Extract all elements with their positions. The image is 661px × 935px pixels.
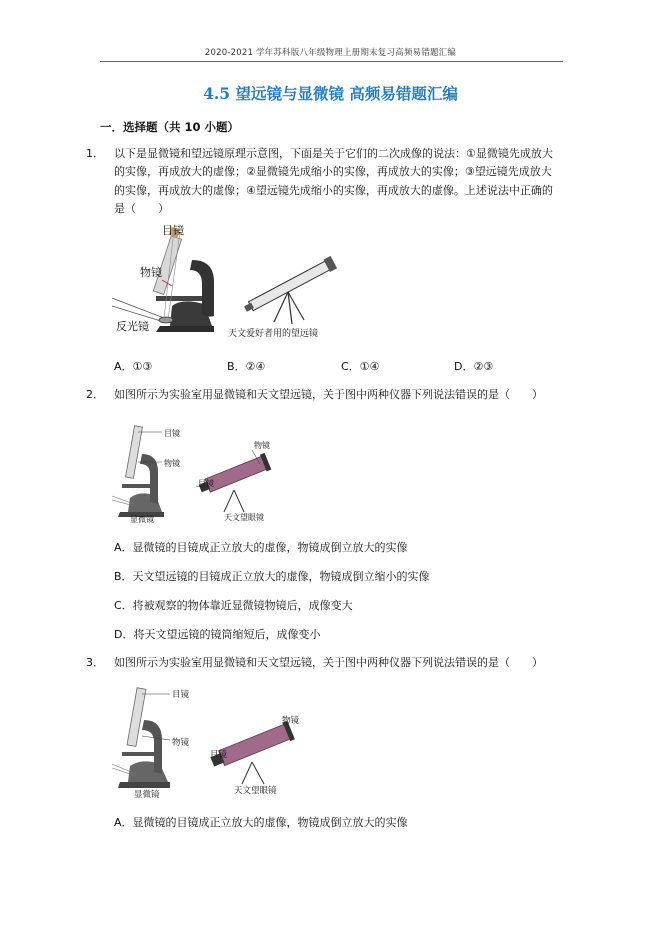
q2-microscope-telescope-diagram bbox=[112, 420, 292, 524]
q2-figure bbox=[112, 420, 292, 524]
q2-label-tele-eyepiece: 目镜 bbox=[198, 479, 214, 488]
q3-tele-caption: 天文望眼镜 bbox=[234, 786, 277, 796]
q3-label-micro-objective: 物镜 bbox=[172, 738, 190, 748]
q3-option-a[interactable]: A．显微镜的目镜成正立放大的虚像，物镜成倒立放大的实像 bbox=[114, 816, 408, 829]
q2-option-d[interactable]: D．将天文望远镜的镜筒缩短后，成像变小 bbox=[114, 628, 321, 641]
q2-micro-caption: 显微镜 bbox=[130, 515, 154, 524]
label-objective: 物镜 bbox=[140, 266, 162, 279]
label-eyepiece: 目镜 bbox=[162, 224, 184, 237]
q2-option-c[interactable]: C．将被观察的物体靠近显微镜物镜后，成像变大 bbox=[114, 599, 353, 612]
question-2-number: 2． bbox=[86, 388, 104, 401]
q1-telescope-figure bbox=[226, 256, 356, 346]
q3-micro-caption: 显微镜 bbox=[134, 790, 160, 800]
question-3-text: 如图所示为实验室用显微镜和天文望远镜，关于图中两种仪器下列说法错误的是（ ） bbox=[114, 656, 543, 669]
amateur-telescope-diagram bbox=[226, 256, 356, 326]
q2-label-micro-eyepiece: 目镜 bbox=[164, 429, 180, 438]
q2-option-b[interactable]: B．天文望远镜的目镜成正立放大的虚像，物镜成倒立缩小的实像 bbox=[114, 570, 430, 583]
q3-label-micro-eyepiece: 目镜 bbox=[172, 690, 190, 700]
header-divider bbox=[100, 61, 563, 62]
q1-option-d[interactable]: D．②③ bbox=[454, 360, 494, 373]
q3-microscope-telescope-diagram bbox=[112, 682, 302, 800]
q1-option-a[interactable]: A．①③ bbox=[114, 360, 153, 373]
q2-label-micro-objective: 物镜 bbox=[164, 459, 180, 468]
label-mirror: 反光镜 bbox=[116, 320, 149, 333]
q1-microscope-figure bbox=[112, 220, 232, 340]
page-title: 4.5 望远镜与显微镜 高频易错题汇编 bbox=[203, 84, 458, 103]
question-2-text-block bbox=[86, 386, 562, 404]
question-1-number: 1． bbox=[86, 147, 104, 160]
question-1 bbox=[86, 145, 562, 219]
q2-option-a[interactable]: A．显微镜的目镜成正立放大的虚像，物镜成倒立放大的实像 bbox=[114, 541, 408, 554]
q1-option-b[interactable]: B．②④ bbox=[227, 360, 266, 373]
section-heading: 一．选择题（共 10 小题） bbox=[100, 120, 240, 134]
question-1-options bbox=[114, 358, 554, 376]
q3-label-tele-eyepiece: 目镜 bbox=[210, 750, 228, 760]
page-header: 2020-2021 学年苏科版八年级物理上册期末复习高频易错题汇编 bbox=[204, 48, 457, 58]
question-2 bbox=[86, 386, 562, 404]
q1-option-c[interactable]: C．①④ bbox=[341, 360, 380, 373]
q2-label-tele-objective: 物镜 bbox=[254, 441, 270, 450]
question-1-text: 以下是显微镜和望远镜原理示意图，下面是关于它们的二次成像的说法：①显微镜先成放大的实像，再成放大的虚像；②显微镜先成缩小的实像，再成放大的实像；③望远镜先成放大的实像，再成放大的虚像；④望远镜先成缩小的实像，再成放大的虚像。上述说法中正确的是（ ） bbox=[114, 147, 553, 216]
q3-figure bbox=[112, 682, 302, 800]
telescope-caption: 天文爱好者用的望远镜 bbox=[228, 329, 319, 339]
question-1-text-block bbox=[86, 145, 562, 219]
q2-tele-caption: 天文望眼镜 bbox=[224, 513, 264, 522]
question-2-text: 如图所示为实验室用显微镜和天文望远镜，关于图中两种仪器下列说法错误的是（ ） bbox=[114, 388, 543, 401]
question-3-number: 3． bbox=[86, 656, 104, 669]
question-3 bbox=[86, 654, 562, 672]
q3-label-tele-objective: 物镜 bbox=[282, 716, 300, 726]
question-3-text-block bbox=[86, 654, 562, 672]
